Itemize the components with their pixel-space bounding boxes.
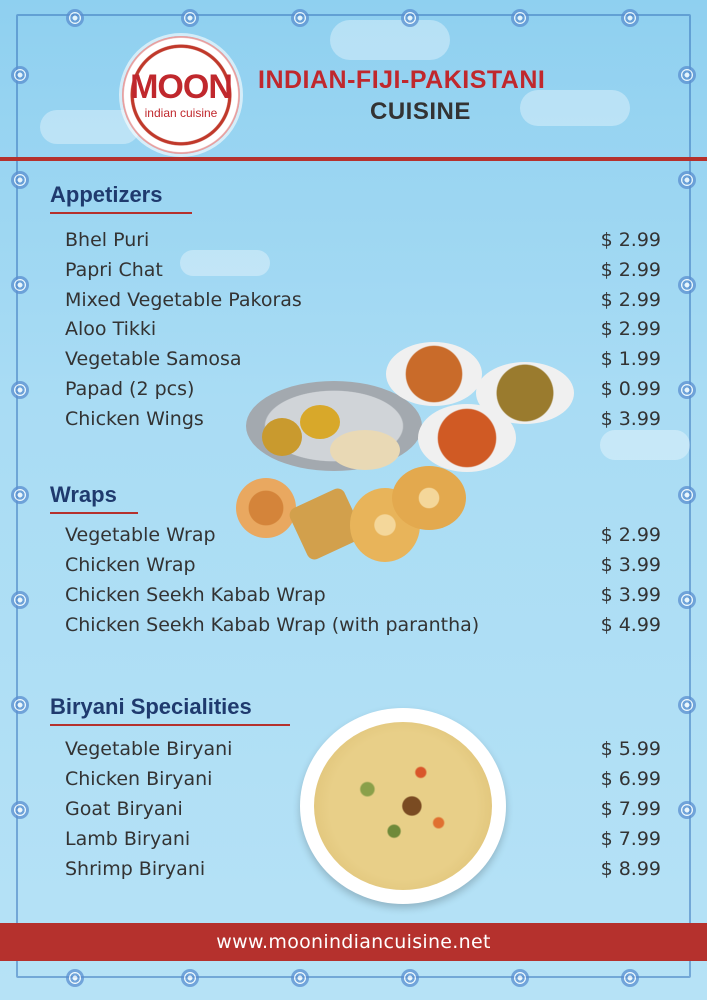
menu-item-price: $ 0.99: [600, 378, 661, 400]
menu-item-price: $ 5.99: [600, 738, 661, 760]
menu-item: [65, 314, 661, 344]
flower-ornament-icon: [66, 969, 84, 987]
curry-bowl: [418, 404, 516, 472]
flower-ornament-icon: [678, 486, 696, 504]
dal-bowl: [300, 405, 340, 439]
footer-bar: [0, 923, 707, 961]
flower-ornament-icon: [11, 381, 29, 399]
flower-ornament-icon: [678, 381, 696, 399]
menu-item-name: Vegetable Wrap: [65, 524, 216, 546]
menu-item-price: $ 2.99: [600, 288, 661, 311]
menu-item-price: $ 2.99: [600, 229, 661, 251]
flower-ornament-icon: [511, 969, 529, 987]
flower-ornament-icon: [511, 9, 529, 27]
menu-item-name: Chicken Seekh Kabab Wrap (with parantha): [65, 614, 480, 636]
flower-ornament-icon: [678, 801, 696, 819]
menu-item-price: $ 3.99: [600, 554, 661, 576]
menu-item-price: $ 8.99: [600, 858, 661, 880]
menu-item-name: Papad (2 pcs): [65, 378, 195, 400]
menu-item: [65, 580, 661, 610]
flower-ornament-icon: [401, 9, 419, 27]
menu-item-name: Chicken Wrap: [65, 554, 196, 576]
menu-item-name: Vegetable Samosa: [65, 348, 242, 371]
menu-item-name: Bhel Puri: [65, 229, 150, 251]
menu-item: [65, 344, 661, 374]
flower-ornament-icon: [181, 969, 199, 987]
biryani-heading: Biryani Specialities: [50, 694, 290, 726]
menu-item-name: Lamb Biryani: [65, 828, 191, 850]
menu-item: [65, 225, 661, 255]
menu-item-price: $ 7.99: [600, 798, 661, 820]
menu-item-name: Chicken Biryani: [65, 768, 213, 790]
menu-item: [65, 520, 661, 550]
flower-ornament-icon: [11, 276, 29, 294]
menu-item-name: Shrimp Biryani: [65, 858, 206, 880]
flower-ornament-icon: [11, 486, 29, 504]
cloud-decoration: [600, 430, 690, 460]
pakora-bowl: [386, 342, 482, 406]
flower-ornament-icon: [11, 171, 29, 189]
cloud-decoration: [330, 20, 450, 60]
logo-tagline: indian cuisine: [144, 106, 218, 120]
menu-item-price: $ 2.99: [600, 318, 661, 341]
flower-ornament-icon: [678, 696, 696, 714]
roti-stack: [330, 430, 400, 470]
menu-item-price: $ 4.99: [600, 614, 661, 636]
website-link[interactable]: www.moonindiancuisine.net: [216, 931, 491, 953]
menu-item-price: $ 1.99: [600, 348, 661, 371]
flower-ornament-icon: [678, 66, 696, 84]
menu-item-name: Chicken Wings: [65, 407, 204, 430]
cuisine-title-line1: INDIAN-FIJI-PAKISTANI: [258, 66, 546, 94]
menu-item: [65, 285, 661, 315]
cuisine-title-line2: CUISINE: [370, 98, 471, 125]
flower-ornament-icon: [678, 171, 696, 189]
header-divider: [0, 157, 707, 161]
cloud-decoration: [520, 90, 630, 126]
menu-item-price: $ 2.99: [600, 524, 661, 546]
flower-ornament-icon: [11, 591, 29, 609]
flower-ornament-icon: [291, 969, 309, 987]
menu-item: [65, 550, 661, 580]
flower-ornament-icon: [66, 9, 84, 27]
menu-item-name: Aloo Tikki: [65, 318, 157, 341]
menu-item-price: $ 2.99: [600, 258, 661, 281]
flower-ornament-icon: [181, 9, 199, 27]
menu-item-price: $ 6.99: [600, 768, 661, 790]
biryani-rice: [314, 722, 492, 890]
wraps-heading: Wraps: [50, 482, 138, 514]
flower-ornament-icon: [11, 696, 29, 714]
menu-item: [65, 610, 661, 640]
menu-item-price: $ 3.99: [600, 407, 661, 430]
menu-item-price: $ 7.99: [600, 828, 661, 850]
aloo-dish: [262, 418, 302, 456]
menu-item-name: Papri Chat: [65, 258, 163, 281]
flower-ornament-icon: [11, 801, 29, 819]
flower-ornament-icon: [291, 9, 309, 27]
appetizers-heading: Appetizers: [50, 182, 192, 214]
logo-wordmark: MOON: [130, 68, 232, 106]
menu-item-price: $ 3.99: [600, 584, 661, 606]
flower-ornament-icon: [621, 9, 639, 27]
flower-ornament-icon: [11, 66, 29, 84]
menu-item-name: Chicken Seekh Kabab Wrap: [65, 584, 326, 606]
restaurant-logo: [122, 36, 240, 154]
menu-item: [65, 255, 661, 285]
flower-ornament-icon: [678, 591, 696, 609]
flower-ornament-icon: [401, 969, 419, 987]
menu-item-name: Vegetable Biryani: [65, 738, 233, 760]
biryani-bowl-image: [300, 708, 506, 904]
flower-ornament-icon: [621, 969, 639, 987]
menu-item-name: Goat Biryani: [65, 798, 183, 820]
menu-item-name: Mixed Vegetable Pakoras: [65, 288, 302, 311]
flower-ornament-icon: [678, 276, 696, 294]
